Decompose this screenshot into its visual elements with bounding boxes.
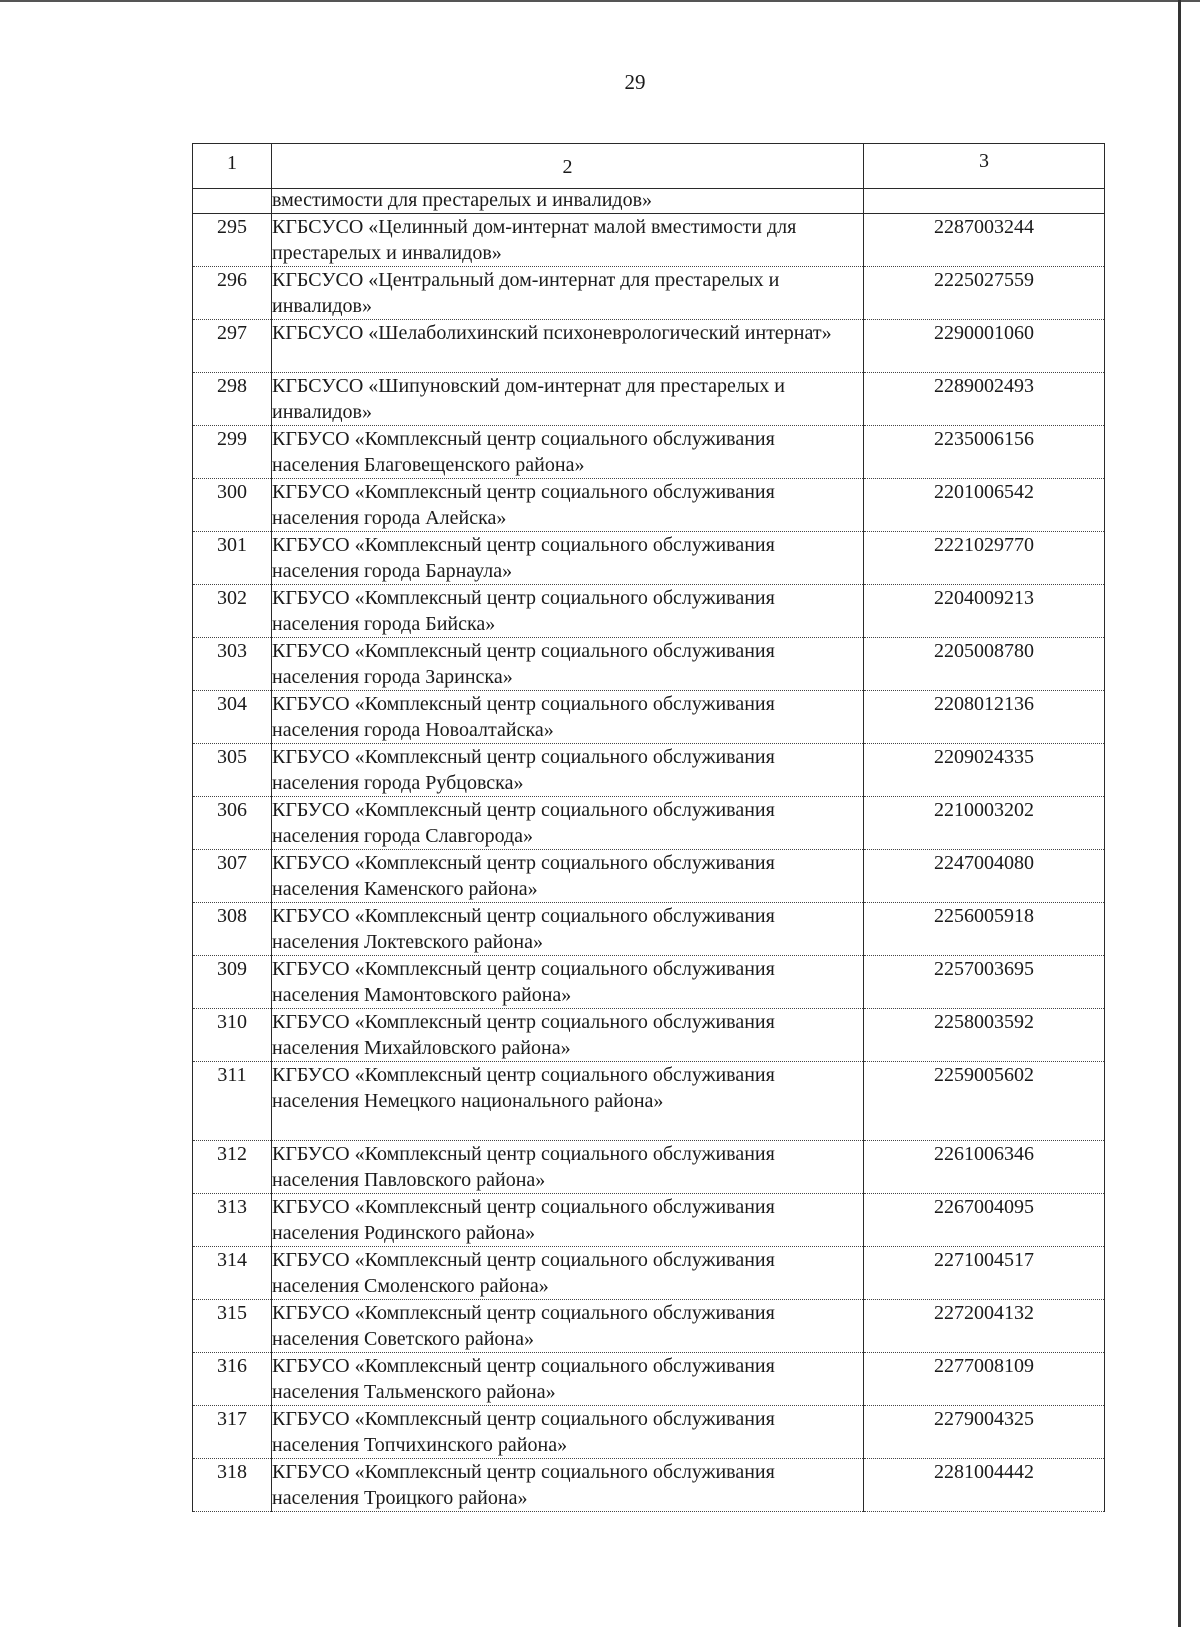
institution-name: КГБУСО «Комплексный центр социального обслуживания населения города Заринска» bbox=[272, 638, 864, 691]
table-row bbox=[193, 1247, 1105, 1300]
row-number: 306 bbox=[193, 797, 272, 850]
table-row bbox=[193, 638, 1105, 691]
institution-name: КГБУСО «Комплексный центр социального обслуживания населения Каменского района» bbox=[272, 850, 864, 903]
row-number: 296 bbox=[193, 267, 272, 320]
inn-code: 2225027559 bbox=[864, 267, 1105, 320]
column-header-number: 1 bbox=[193, 144, 272, 189]
row-number: 301 bbox=[193, 532, 272, 585]
row-number: 317 bbox=[193, 1406, 272, 1459]
table-row bbox=[193, 1194, 1105, 1247]
continuation-row bbox=[193, 189, 1105, 214]
page-number: 29 bbox=[624, 70, 646, 94]
row-number: 297 bbox=[193, 320, 272, 373]
row-number: 309 bbox=[193, 956, 272, 1009]
institution-name: КГБУСО «Комплексный центр социального обслуживания населения Советского района» bbox=[272, 1300, 864, 1353]
institution-name: КГБУСО «Комплексный центр социального обслуживания населения города Алейска» bbox=[272, 479, 864, 532]
row-number: 298 bbox=[193, 373, 272, 426]
table-row bbox=[193, 1300, 1105, 1353]
institution-name: КГБСУСО «Центральный дом-интернат для престарелых и инвалидов» bbox=[272, 267, 864, 320]
table-row bbox=[193, 1459, 1105, 1512]
institution-name: КГБУСО «Комплексный центр социального обслуживания населения города Барнаула» bbox=[272, 532, 864, 585]
institutions-table bbox=[192, 143, 1105, 1512]
inn-code: 2287003244 bbox=[864, 214, 1105, 267]
institution-name: КГБУСО «Комплексный центр социального обслуживания населения города Новоалтайска» bbox=[272, 691, 864, 744]
table-row bbox=[193, 1406, 1105, 1459]
inn-code: 2289002493 bbox=[864, 373, 1105, 426]
table-row bbox=[193, 850, 1105, 903]
institution-name: КГБУСО «Комплексный центр социального обслуживания населения Смоленского района» bbox=[272, 1247, 864, 1300]
row-number: 303 bbox=[193, 638, 272, 691]
institution-name: КГБУСО «Комплексный центр социального обслуживания населения Троицкого района» bbox=[272, 1459, 864, 1512]
continuation-text: вместимости для престарелых и инвалидов» bbox=[272, 189, 864, 214]
institution-name: КГБУСО «Комплексный центр социального обслуживания населения Топчихинского района» bbox=[272, 1406, 864, 1459]
continuation-inn-cell bbox=[864, 189, 1105, 214]
row-number: 307 bbox=[193, 850, 272, 903]
table-row bbox=[193, 1353, 1105, 1406]
institution-name: КГБУСО «Комплексный центр социального обслуживания населения Родинского района» bbox=[272, 1194, 864, 1247]
inn-code: 2259005602 bbox=[864, 1062, 1105, 1141]
inn-code: 2247004080 bbox=[864, 850, 1105, 903]
institution-name: КГБУСО «Комплексный центр социального обслуживания населения города Бийска» bbox=[272, 585, 864, 638]
institution-name: КГБУСО «Комплексный центр социального обслуживания населения Павловского района» bbox=[272, 1141, 864, 1194]
table-row bbox=[193, 797, 1105, 850]
inn-code: 2277008109 bbox=[864, 1353, 1105, 1406]
table-row bbox=[193, 426, 1105, 479]
table-row bbox=[193, 320, 1105, 373]
institution-name: КГБУСО «Комплексный центр социального обслуживания населения города Славгорода» bbox=[272, 797, 864, 850]
inn-code: 2258003592 bbox=[864, 1009, 1105, 1062]
table-row bbox=[193, 479, 1105, 532]
table-row bbox=[193, 691, 1105, 744]
row-number: 299 bbox=[193, 426, 272, 479]
inn-code: 2235006156 bbox=[864, 426, 1105, 479]
inn-code: 2290001060 bbox=[864, 320, 1105, 373]
row-number: 312 bbox=[193, 1141, 272, 1194]
table-row bbox=[193, 532, 1105, 585]
inn-code: 2256005918 bbox=[864, 903, 1105, 956]
institution-name: КГБУСО «Комплексный центр социального обслуживания населения Локтевского района» bbox=[272, 903, 864, 956]
table-row bbox=[193, 267, 1105, 320]
row-number: 318 bbox=[193, 1459, 272, 1512]
inn-code: 2281004442 bbox=[864, 1459, 1105, 1512]
inn-code: 2205008780 bbox=[864, 638, 1105, 691]
page-right-edge bbox=[1178, 0, 1181, 1627]
inn-code: 2209024335 bbox=[864, 744, 1105, 797]
institution-name: КГБУСО «Комплексный центр социального обслуживания населения города Рубцовска» bbox=[272, 744, 864, 797]
table-row bbox=[193, 1062, 1105, 1141]
inn-code: 2221029770 bbox=[864, 532, 1105, 585]
row-number: 315 bbox=[193, 1300, 272, 1353]
inn-code: 2210003202 bbox=[864, 797, 1105, 850]
inn-code: 2257003695 bbox=[864, 956, 1105, 1009]
inn-code: 2272004132 bbox=[864, 1300, 1105, 1353]
table-row bbox=[193, 585, 1105, 638]
inn-code: 2271004517 bbox=[864, 1247, 1105, 1300]
table-row bbox=[193, 903, 1105, 956]
row-number: 302 bbox=[193, 585, 272, 638]
institution-name: КГБСУСО «Шипуновский дом-интернат для престарелых и инвалидов» bbox=[272, 373, 864, 426]
row-number: 310 bbox=[193, 1009, 272, 1062]
column-header-inn: 3 bbox=[864, 144, 1105, 189]
table-row bbox=[193, 214, 1105, 267]
institution-name: КГБУСО «Комплексный центр социального обслуживания населения Мамонтовского района» bbox=[272, 956, 864, 1009]
inn-code: 2201006542 bbox=[864, 479, 1105, 532]
row-number: 314 bbox=[193, 1247, 272, 1300]
inn-code: 2267004095 bbox=[864, 1194, 1105, 1247]
table-row bbox=[193, 1009, 1105, 1062]
table-row bbox=[193, 956, 1105, 1009]
table-header-row bbox=[193, 144, 1105, 189]
table-row bbox=[193, 744, 1105, 797]
row-number: 308 bbox=[193, 903, 272, 956]
institution-name: КГБСУСО «Шелаболихинский психоневрологический интернат» bbox=[272, 320, 864, 373]
institution-name: КГБУСО «Комплексный центр социального обслуживания населения Немецкого национального района» bbox=[272, 1062, 864, 1141]
institution-name: КГБУСО «Комплексный центр социального обслуживания населения Тальменского района» bbox=[272, 1353, 864, 1406]
institution-name: КГБУСО «Комплексный центр социального обслуживания населения Михайловского района» bbox=[272, 1009, 864, 1062]
row-number: 295 bbox=[193, 214, 272, 267]
institution-name: КГБСУСО «Целинный дом-интернат малой вместимости для престарелых и инвалидов» bbox=[272, 214, 864, 267]
column-header-name: 2 bbox=[272, 144, 864, 189]
inn-code: 2208012136 bbox=[864, 691, 1105, 744]
institution-name: КГБУСО «Комплексный центр социального обслуживания населения Благовещенского района» bbox=[272, 426, 864, 479]
row-number: 313 bbox=[193, 1194, 272, 1247]
table-row bbox=[193, 1141, 1105, 1194]
row-number: 304 bbox=[193, 691, 272, 744]
row-number: 316 bbox=[193, 1353, 272, 1406]
row-number: 305 bbox=[193, 744, 272, 797]
inn-code: 2261006346 bbox=[864, 1141, 1105, 1194]
inn-code: 2279004325 bbox=[864, 1406, 1105, 1459]
table-row bbox=[193, 373, 1105, 426]
row-number: 311 bbox=[193, 1062, 272, 1141]
inn-code: 2204009213 bbox=[864, 585, 1105, 638]
table-body bbox=[193, 144, 1105, 1512]
row-number: 300 bbox=[193, 479, 272, 532]
page-top-edge bbox=[0, 0, 1200, 6]
continuation-number-cell bbox=[193, 189, 272, 214]
